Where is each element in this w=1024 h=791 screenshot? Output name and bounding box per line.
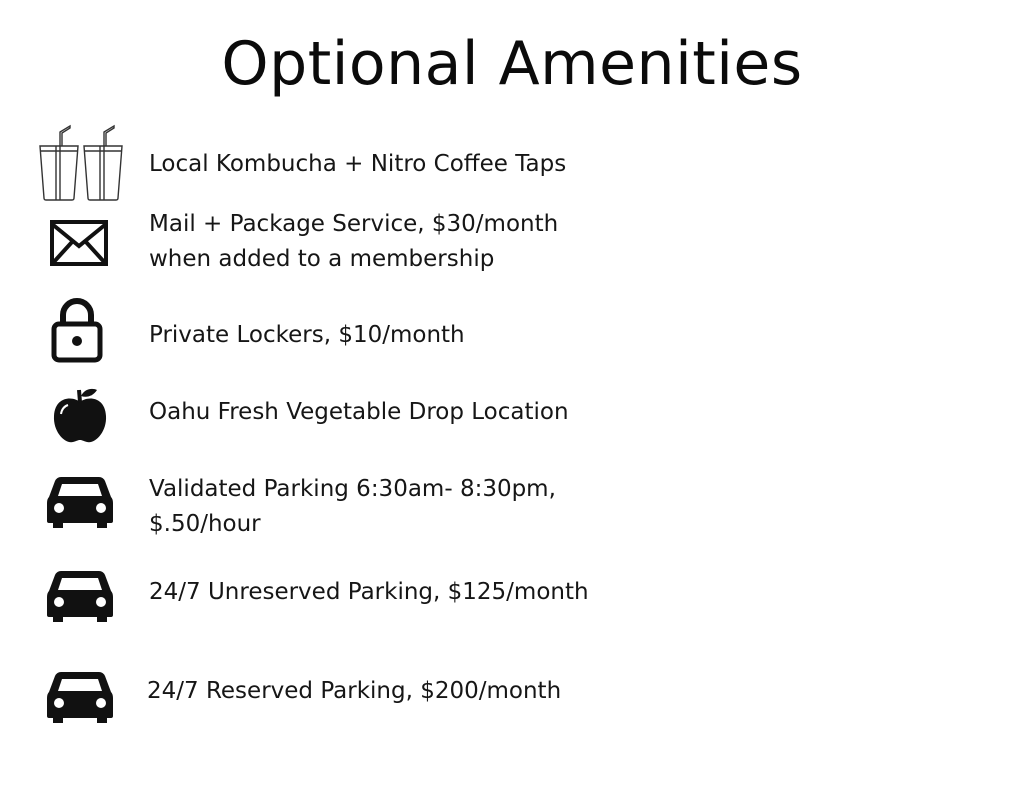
amenity-label-validated-parking: Validated Parking 6:30am- 8:30pm, $.50/hour <box>149 476 556 537</box>
amenity-label-mail: Mail + Package Service, $30/month when added to a membership <box>149 211 559 272</box>
apple-icon <box>51 386 109 444</box>
amenity-label-vegetable-drop: Oahu Fresh Vegetable Drop Location <box>149 399 569 425</box>
amenity-label-lockers: Private Lockers, $10/month <box>149 322 465 348</box>
page-title: Optional Amenities <box>221 29 803 99</box>
amenity-label-kombucha: Local Kombucha + Nitro Coffee Taps <box>149 151 567 177</box>
envelope-icon <box>50 220 108 266</box>
car-icon <box>47 473 113 529</box>
amenity-label-reserved-parking: 24/7 Reserved Parking, $200/month <box>147 678 562 704</box>
drink-cups-icon <box>38 124 126 202</box>
car-icon <box>47 567 113 623</box>
amenity-label-unreserved-parking: 24/7 Unreserved Parking, $125/month <box>149 579 589 605</box>
car-icon <box>47 668 113 724</box>
padlock-icon <box>51 297 103 363</box>
